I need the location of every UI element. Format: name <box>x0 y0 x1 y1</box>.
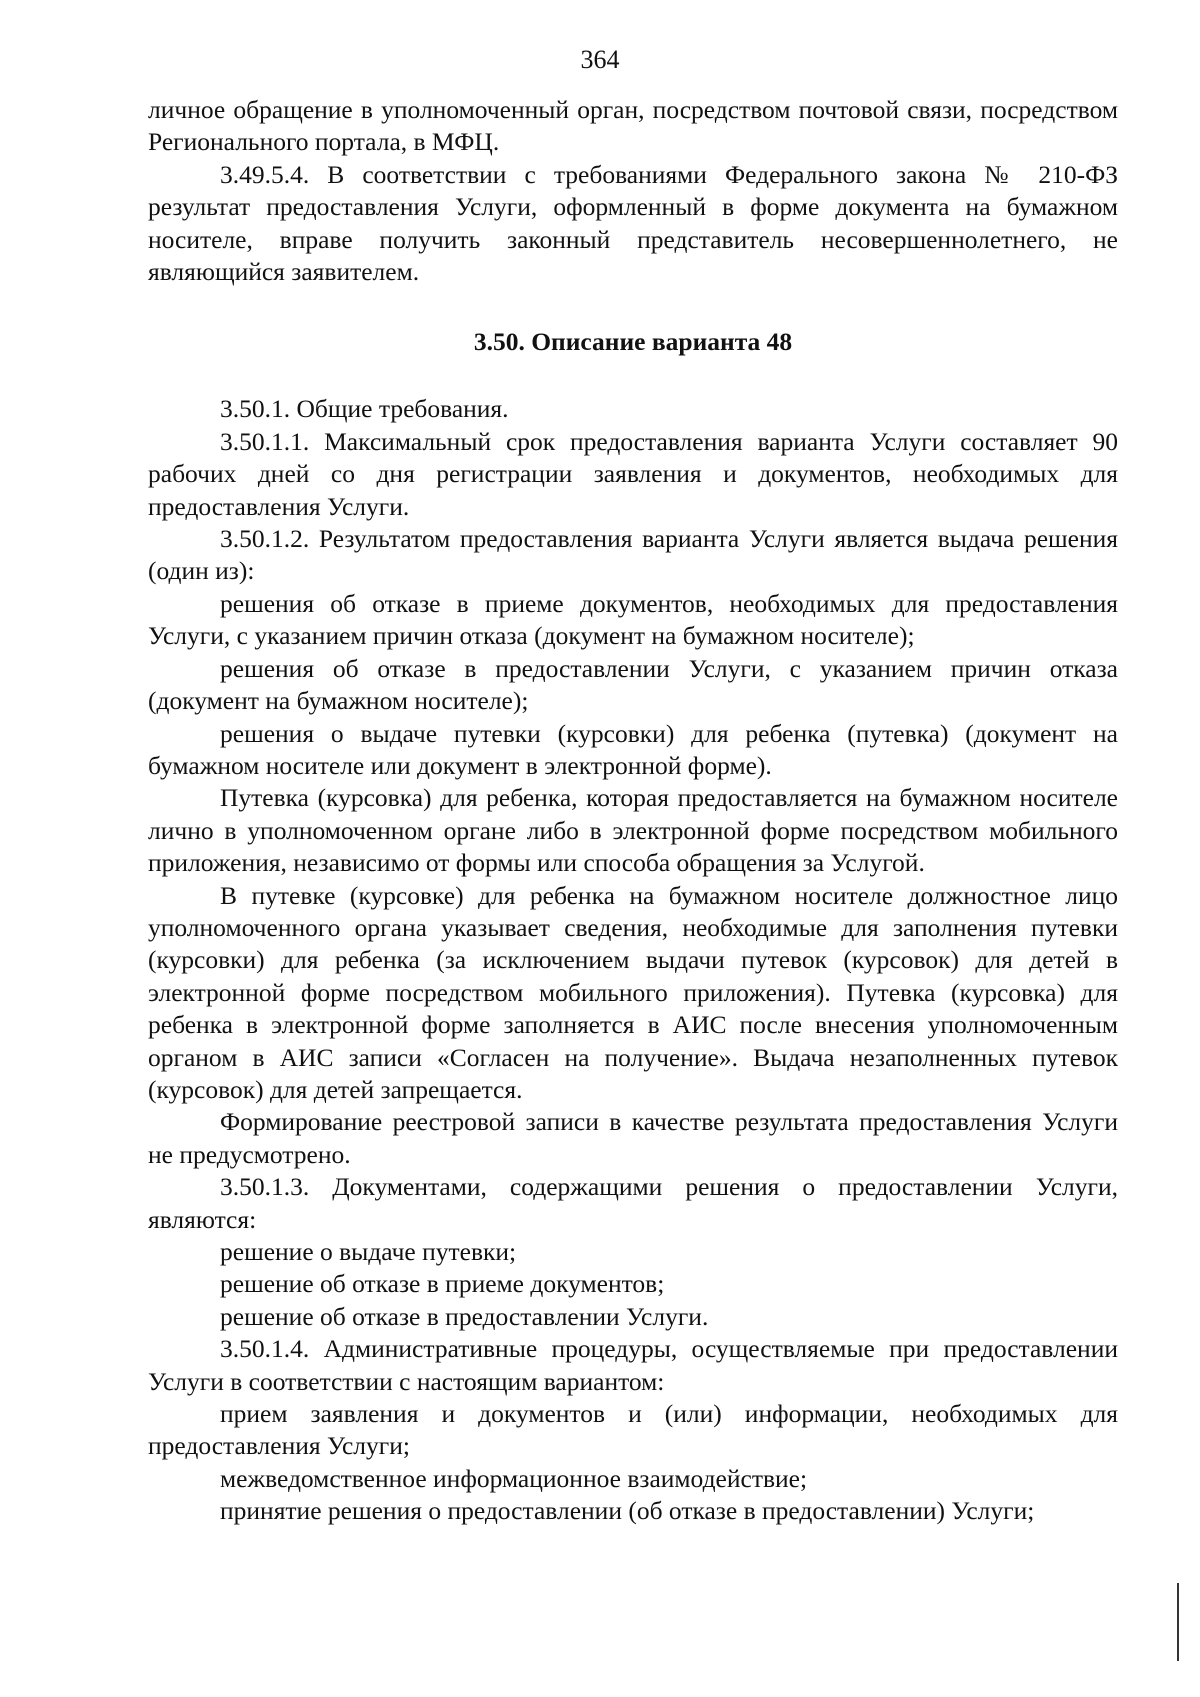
list-item: решения о выдаче путевки (курсовки) для ребенка (путевка) (документ на бумажном носителе или документ в электронной форме). <box>148 718 1118 780</box>
paragraph: 3.50.1.1. Максимальный срок предоставления варианта Услуги составляет 90 рабочих дней со дня регистрации заявления и документов, необходимых для предоставления Услуги. <box>148 426 1118 521</box>
paragraph: В путевке (курсовке) для ребенка на бумажном носителе должностное лицо уполномоченного органа указывает сведения, необходимые для заполнения путевки (курсовки) для ребенка (за исключением выдачи путевок (курсовок) для детей в электронной форме посредством мобильного приложения). Путевка (курсовка) для ребенка в электронной форме заполняется в АИС после внесения уполномоченным органом в АИС записи «Согласен на получение». Выдача незаполненных путевок (курсовок) для детей запрещается. <box>148 880 1118 1104</box>
list-item: межведомственное информационное взаимодействие; <box>220 1463 808 1493</box>
paragraph: Формирование реестровой записи в качестве результата предоставления Услуги не предусмотрено. <box>148 1107 1118 1169</box>
document-body <box>148 94 1118 1528</box>
section-heading: 3.50. Описание варианта 48 <box>473 327 793 357</box>
paragraph: 3.50.1.3. Документами, содержащими решения о предоставлении Услуги, являются: <box>148 1172 1118 1234</box>
intro-block <box>148 94 1118 288</box>
paragraph: 3.50.1. Общие требования. <box>220 394 509 424</box>
paragraph: личное обращение в уполномоченный орган, посредством почтовой связи, посредством Регионального портала, в МФЦ. <box>148 95 1118 157</box>
scan-binding-edge-mark <box>1177 1583 1179 1661</box>
list-item: прием заявления и документов и (или) информации, необходимых для предоставления Услуги; <box>148 1399 1118 1461</box>
paragraph: 3.50.1.4. Административные процедуры, осуществляемые при предоставлении Услуги в соответствии с настоящим вариантом: <box>148 1334 1118 1396</box>
list-item: решения об отказе в приеме документов, необходимых для предоставления Услуги, с указанием причин отказа (документ на бумажном носителе); <box>148 588 1118 651</box>
section-block <box>148 393 1118 1527</box>
list-item: принятие решения о предоставлении (об отказе в предоставлении) Услуги; <box>220 1496 1035 1526</box>
paragraph: Путевка (курсовка) для ребенка, которая предоставляется на бумажном носителе лично в уполномоченном органе либо в электронной форме посредством мобильного приложения, независимо от формы или способа обращения за Услугой. <box>148 783 1118 878</box>
list-item: решение о выдаче путевки; <box>220 1237 517 1266</box>
paragraph: 3.50.1.2. Результатом предоставления варианта Услуги является выдача решения (один из): <box>148 524 1118 586</box>
paragraph: 3.49.5.4. В соответствии с требованиями Федерального закона № 210-ФЗ результат предоставления Услуги, оформленный в форме документа на бумажном носителе, вправе получить законный представитель несовершеннолетнего, не являющийся заявителем. <box>148 159 1118 287</box>
list-item: решение об отказе в приеме документов; <box>220 1269 665 1299</box>
page-number: 364 <box>580 45 620 74</box>
list-item: решение об отказе в предоставлении Услуги. <box>220 1301 709 1331</box>
list-item: решения об отказе в предоставлении Услуги, с указанием причин отказа (документ на бумажном носителе); <box>148 653 1118 716</box>
